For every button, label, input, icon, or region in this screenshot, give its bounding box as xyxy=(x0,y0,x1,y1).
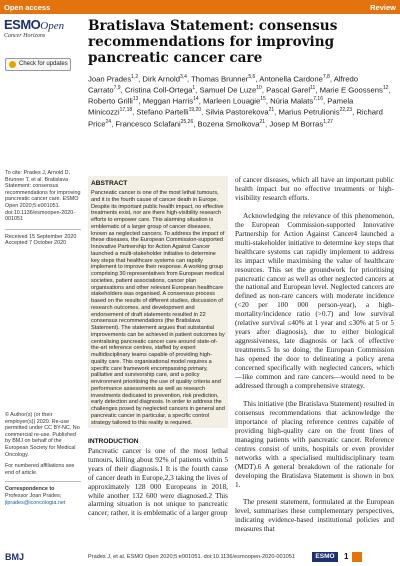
author-name[interactable]: Dirk Arnold xyxy=(142,74,181,84)
logo-open: Open xyxy=(40,20,65,32)
update-badge-icon xyxy=(9,61,16,68)
author-name[interactable]: Alfredo Carrato xyxy=(88,74,359,95)
article-title: Bratislava Statement: consensus recommendations for improving pancreatic cancer care xyxy=(88,18,338,66)
author-name[interactable]: Josep M Borras xyxy=(269,119,324,129)
author-name[interactable]: Marie E Goossens xyxy=(319,85,383,95)
author-affiliation: 3,4 xyxy=(180,74,187,80)
author-affiliation: 7,9 xyxy=(113,85,121,92)
author-affiliation: 7,16 xyxy=(313,96,323,103)
abstract-heading: ABSTRACT xyxy=(91,180,128,187)
author-name[interactable]: Cristina Coll-Ortega xyxy=(124,85,193,95)
top-bar xyxy=(0,0,400,14)
author-affiliation: 19,20 xyxy=(188,107,202,114)
paragraph-1: of cancer diseases, which all have an important public health impact but no effective treatments or high-visibility research efforts. xyxy=(235,176,394,202)
author-affiliation: 1,27 xyxy=(323,118,333,125)
sidebar-copyright-block xyxy=(5,412,83,506)
affiliations-note: For numbered affiliations see end of article. xyxy=(5,463,75,476)
author-name[interactable]: Roberto Grilli xyxy=(88,96,133,106)
author-name[interactable]: Núria Malats xyxy=(270,96,314,106)
page-number: 1 xyxy=(344,552,349,561)
introduction-text: Pancreatic cancer is one of the most lethal tumours, killing about 92% of patients within 5 years of their diagnosis.1 It is the fourth cause of cancer death in Europe,2,3 taking the lives of approximately 128 000 Europeans in 2018, while another 132 600 were diagnosed.2 This alarming situation is not unique to pancreatic cancer; rather, it is emblematic of a larger group xyxy=(88,447,228,518)
author-name[interactable]: Pascal Garel xyxy=(266,85,311,95)
author-affiliation: 25,26 xyxy=(180,118,194,125)
author-name[interactable]: Pamela Minicozzi xyxy=(88,96,354,118)
author-name[interactable]: Meggan Harris xyxy=(142,96,194,106)
footer-citation: Prades J, et al. ESMO Open 2020;5:e001051. doi:10.1136/esmoopen-2020-001051 xyxy=(88,554,296,560)
author-affiliation: 15 xyxy=(260,96,266,103)
author-name[interactable]: Marleen Louagie xyxy=(202,96,261,106)
journal-logo[interactable] xyxy=(4,16,65,46)
correspondence-name: Professor Joan Prades; xyxy=(5,492,62,499)
author-name[interactable]: Thomas Brunner xyxy=(191,74,249,84)
author-affiliation: 24 xyxy=(105,118,112,125)
author-name[interactable]: Antonella Cardone xyxy=(259,74,323,84)
sidebar-divider xyxy=(5,229,81,230)
open-access-label: Open access xyxy=(4,3,51,12)
page-marker-square xyxy=(352,552,362,562)
cite-note: To cite: Prades J, Arnold D, Brunner T, et al. Bratislava Statement: consensus recommendations for improving pancreatic cancer care. ESMO Open 2020;5:e001051. doi:10.1136/esmoopen-2020-001051 xyxy=(5,170,81,223)
correspondence-heading: Correspondence to xyxy=(5,486,55,493)
author-affiliation: 5,6 xyxy=(248,74,256,80)
author-name[interactable]: Richard Price xyxy=(88,108,383,129)
author-name[interactable]: Joan Prades xyxy=(88,74,132,84)
paragraph-4: The present statement, formulated at the European level, summarises these complementary perspectives, indicating evidence-based institutional policies and measures that xyxy=(235,498,394,534)
author-affiliation: 10 xyxy=(256,85,262,92)
author-name[interactable]: Francesco Sclafani xyxy=(115,119,181,129)
logo-subtitle: Cancer Horizons xyxy=(4,33,46,39)
copyright-text: © Author(s) (or their employer(s)) 2020. Re-use permitted under CC BY-NC. No commercial re-use. Published by BMJ on behalf of the European Society for Medical Oncology. xyxy=(5,412,80,458)
author-list: Joan Prades$^{1,2}$, Dirk Arnold$^{3,4}$, Thomas Brunner$^{5,6}$, Antonella Cardone$^{7,8}$, Alfredo Carrato$^{7,9}$, Cristina Coll-Ortega$^1$, Samuel De Luze$^{10}$, Pascal Garel$^{11}$, Marie E Goossens$^{12}$, Roberto Grilli$^{13}$, Meggan Harris$^{14}$, Marleen Louagie$^{15}$, Núria Malats$^{7,16}$, Pamela Minicozzi$^{17,18}$, Stefano Partelli$^{19,20}$, Silvia Pastorekova$^{21}$, Marius Petrulionis$^{22,23}$, Richard Price$^{24}$, Francesco Sclafani$^{25,26}$, Bozena Smolkova$^{21}$, Josep M Borras$^{1,27}$ xyxy=(88,74,391,129)
sidebar xyxy=(5,170,83,253)
author-name[interactable]: Samuel De Luze xyxy=(199,85,257,95)
author-affiliation: 1 xyxy=(192,85,196,92)
abstract-text: Pancreatic cancer is one of the most lethal tumours, and it is the fourth cause of cancer death in Europe. Despite its important public health impact, no effective treatments exist, nor are there high-visibility research efforts to empower care. This alarming situation is emblematic of a larger group of cancer diseases, known as neglected cancers. To address the impact of these diseases, the European Commission-supported Innovative Partnership for Action Against Cancer launched a multi-stakeholder initiative to determine key steps that healthcare systems can rapidly implement to improve their response. A working group comprising 30 representatives from European medical societies, patient associations, cancer plan organisations and other relevant European healthcare stakeholders was organised. A consensus process based on the results of different studies, discussion of research outcomes, and development and endorsement of draft statements resulted in 22 consensus recommendations (the Bratislava Statement). The statement argues that substantial improvements can be achieved in patient outcomes by centralising pancreatic cancer care around state-of-the-art reference centres, staffed by expert multidisciplinary teams capable of providing high-quality care. This organisational model requires a specific care framework encompassing primary, palliative and survivorship care, and a policy environment prioritising the use of quality criteria and performance assessments as well as research investments dedicated to prevention, risk prediction, early detection and diagnosis. In order to address the challenges posed by neglected cancers in general and pancreatic cancer in particular, a specific control strategy tailored to this reality is required. xyxy=(91,190,225,426)
paragraph-3: This initiative (the Bratislava Statement) resulted in consensus recommendations that acknowledge the importance of placing reference centres capable of providing high-quality care on the front lines of managing patients with pancreatic cancer. Reference centres consist of units, hospitals or even provider networks with a specialised multidisciplinary team (MDT).6 A general breakdown of the rationale for developing the Bratislava Statement is shown in box 1. xyxy=(235,399,394,489)
author-affiliation: 12 xyxy=(382,85,389,92)
author-affiliation: 11 xyxy=(310,85,316,92)
right-column xyxy=(235,176,394,543)
logo-esmo: ESMO xyxy=(4,17,41,32)
author-affiliation: 21 xyxy=(259,118,266,125)
paragraph-2: Acknowledging the relevance of this phenomenon, the European Commission-supported Innovative Partnership for Action Against Cancer4 launched a multi-stakeholder initiative to determine key steps that healthcare systems can rapidly implement to address its impact while maximising the value of healthcare resources. This set the groundwork for prioritising pancreatic cancer as well as other neglected cancers at the national and European level. Neglected cancers are defined as non-rare cancers with moderate incidence (<20 per 100 000 person-year), a high-mortality/incidence ratio (>0.7) and low survival (relative survival ≤40% at 1 year and ≤30% at 5 or 5 years after diagnosis), due to either biological aggressiveness, late diagnosis or lack of effective treatments.5 In so doing, the European Commission has opened the door to delineating a policy arena concerned specifically with neglected cancers, which—like common and rare cancers—would need to be addressed through a comprehensive strategy. xyxy=(235,211,395,390)
author-name[interactable]: Marius Petrulionis xyxy=(278,108,340,118)
author-affiliation: 14 xyxy=(193,96,199,103)
author-affiliation: 21 xyxy=(268,107,275,114)
author-name[interactable]: Bozena Smolkova xyxy=(197,119,260,129)
received-dates: Received 15 September 2020 Accepted 7 October 2020 xyxy=(5,233,77,247)
author-affiliation: 1,2 xyxy=(131,74,139,80)
introduction-heading: INTRODUCTION xyxy=(88,438,139,445)
author-affiliation: 13 xyxy=(132,96,139,103)
author-affiliation: 22,23 xyxy=(339,107,353,114)
esmo-footer-badge: ESMO xyxy=(312,552,338,562)
article-type-label: Review xyxy=(370,3,396,12)
check-updates-label: Check for updates xyxy=(19,61,68,67)
correspondence-email[interactable]: jlprades@iconcologia.net xyxy=(5,499,66,506)
author-affiliation: 7,8 xyxy=(322,74,330,80)
author-name[interactable]: Silvia Pastorekova xyxy=(205,108,269,118)
author-name[interactable]: Stefano Partelli xyxy=(136,108,189,118)
author-affiliation: 17,18 xyxy=(119,107,133,114)
bmj-logo: BMJ xyxy=(5,552,25,562)
sidebar-divider-2 xyxy=(5,481,81,482)
page-footer xyxy=(0,549,400,566)
check-updates-button[interactable] xyxy=(5,58,71,71)
